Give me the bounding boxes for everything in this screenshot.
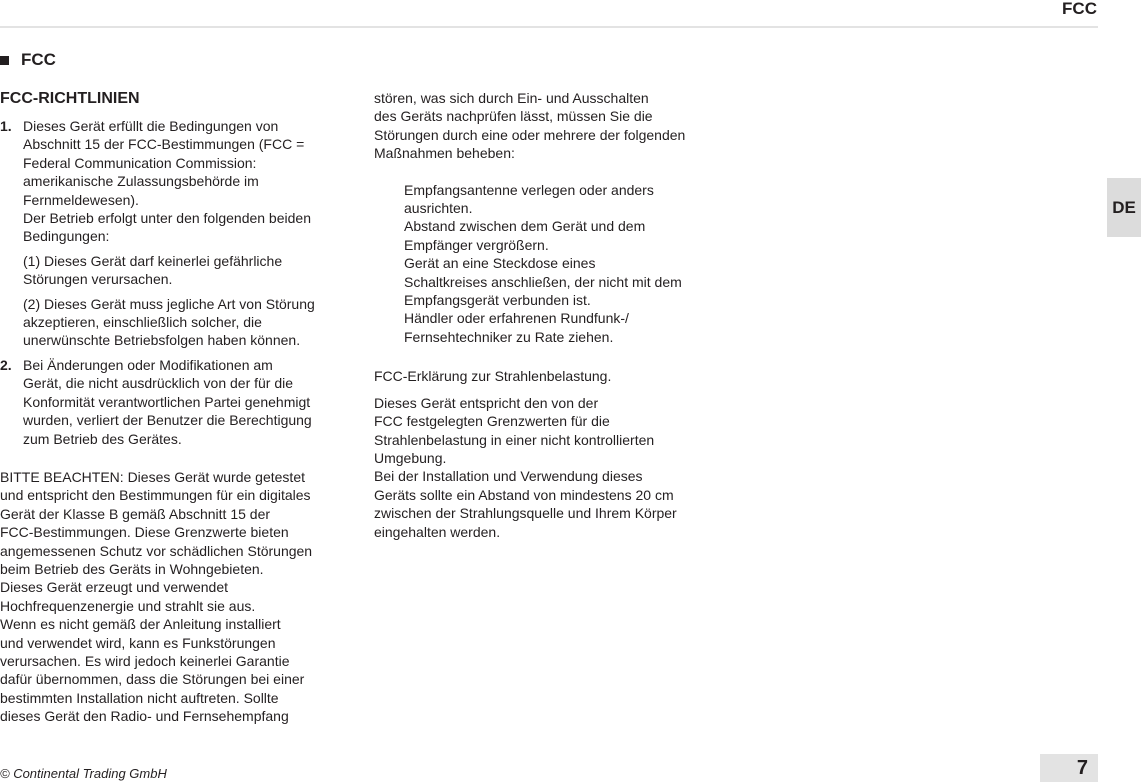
list-item-2 (0, 356, 360, 448)
continuation-paragraph: stören, was sich durch Ein- und Ausschalten des Geräts nachprüfen lässt, müssen Sie die Störungen durch eine oder mehrere der folgenden Maßnahmen beheben: (374, 90, 686, 162)
radiation-heading: FCC-Erklärung zur Strahlenbelastung. (374, 368, 612, 385)
measure-item: Gerät an eine Steckdose eines Schaltkreises anschließen, der nicht mit dem Empfangsgerät verbunden ist. (404, 255, 682, 309)
measures-list (374, 181, 744, 347)
condition-2: (2) Dieses Gerät muss jegliche Art von Störung akzeptieren, einschließlich solcher, die unerwünschte Betriebsfolgen haben können. (23, 295, 315, 349)
note-paragraph: BITTE BEACHTEN: Dieses Gerät wurde getestet und entspricht den Bestimmungen für ein digitales Gerät der Klasse B gemäß Abschnitt 15 der FCC-Bestimmungen. Diese Grenzwerte bieten angemessenen Schutz vor schädlichen Störungen beim Betrieb des Geräts in Wohngebieten. Dieses Gerät erzeugt und verwendet Hochfrequenzenergie und strahlt sie aus. Wenn es nicht gemäß der Anleitung installiert und verwendet wird, kann es Funkstörungen verursachen. Es wird jedoch keinerlei Garantie dafür übernommen, dass die Störungen bei einer bestimmten Installation nicht auftreten. Sollte dieses Gerät den Radio- und Fernsehempfang (0, 468, 313, 725)
header-title: FCC (1062, 0, 1097, 18)
list-item-text: Dieses Gerät erfüllt die Bedingungen von Abschnitt 15 der FCC-Bestimmungen (FCC = Federal Communication Commission: amerikanische Zulassungsbehörde im Fernmeldewesen). Der Betrieb erfolgt unter den folgenden beiden Bedingungen: (23, 118, 311, 245)
list-item-1 (0, 117, 360, 350)
measure-item: Abstand zwischen dem Gerät und dem Empfänger vergrößern. (404, 218, 646, 253)
square-bullet-icon (0, 56, 9, 65)
section-heading (0, 50, 56, 70)
left-column (0, 89, 360, 726)
list-number: 2. (0, 356, 12, 373)
list-item-text: Bei Änderungen oder Modifikationen am Gerät, die nicht ausdrücklich von der für die Konformität verantwortlichen Partei genehmigt wurden, verliert der Benutzer die Berechtigung zum Betrieb des Gerätes. (23, 356, 312, 447)
list-number: 1. (0, 118, 12, 134)
condition-1: (1) Dieses Gerät darf keinerlei gefährliche Störungen verursachen. (23, 252, 283, 288)
language-tab: DE (1107, 178, 1141, 237)
page-number: 7 (1040, 754, 1098, 782)
radiation-paragraph: Dieses Gerät entspricht den von der FCC festgelegten Grenzwerten für die Strahlenbelastung in einer nicht kontrollierten Umgebung. Bei der Installation und Verwendung dieses Geräts sollte ein Abstand von mindestens 20 cm zwischen der Strahlungsquelle und Ihrem Körper eingehalten werden. (374, 394, 677, 540)
measure-item: Händler oder erfahrenen Rundfunk-/ Fernsehtechniker zu Rate ziehen. (404, 310, 629, 345)
section-heading-text: FCC (21, 50, 56, 69)
footer-copyright: © Continental Trading GmbH (0, 766, 167, 781)
right-column (374, 89, 744, 541)
subheading-fcc-guidelines: FCC-RICHTLINIEN (0, 90, 140, 107)
header-divider (0, 26, 1098, 28)
measure-item: Empfangsantenne verlegen oder anders ausrichten. (404, 181, 654, 217)
